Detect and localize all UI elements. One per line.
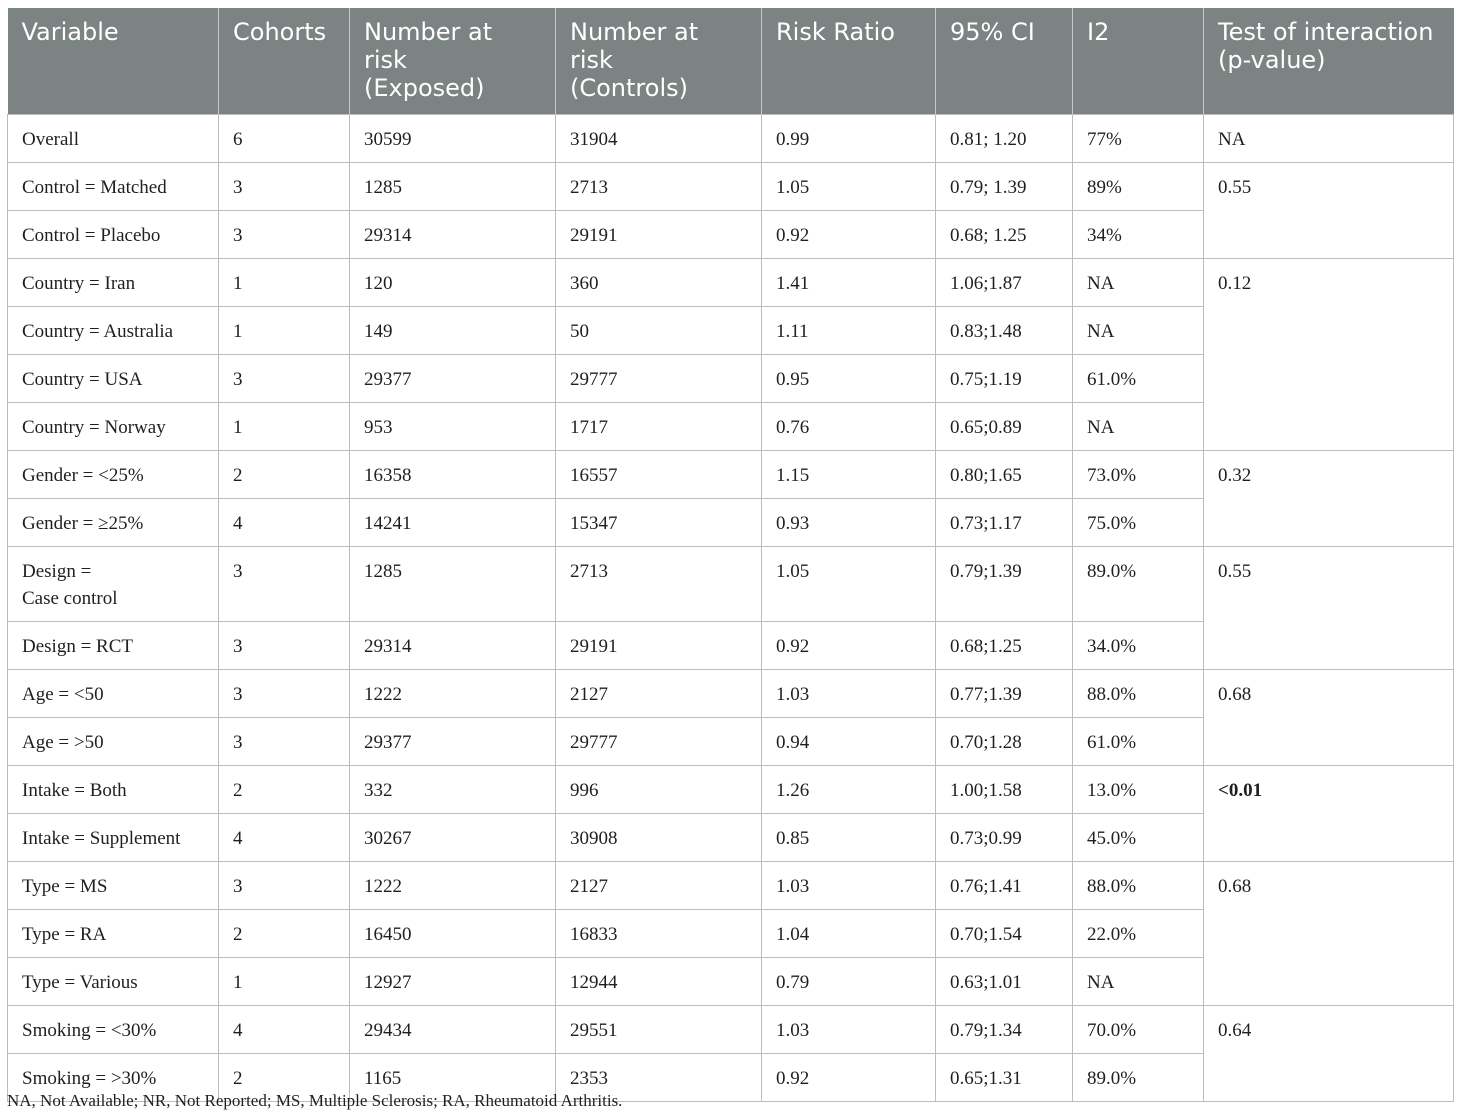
risk-ratio-cell: 1.15 xyxy=(762,451,936,499)
variable-cell: Country = USA xyxy=(8,355,219,403)
interaction-pvalue-cell: 0.68 xyxy=(1204,862,1454,1006)
ci-cell: 0.65;1.31 xyxy=(936,1054,1073,1102)
controls-cell: 2713 xyxy=(556,547,762,622)
cohorts-cell: 3 xyxy=(219,670,350,718)
variable-cell: Intake = Both xyxy=(8,766,219,814)
variable-cell: Smoking = <30% xyxy=(8,1006,219,1054)
column-header-cohorts: Cohorts xyxy=(219,8,350,115)
variable-cell: Gender = ≥25% xyxy=(8,499,219,547)
i2-cell: 61.0% xyxy=(1073,718,1204,766)
exposed-cell: 29377 xyxy=(350,355,556,403)
ci-cell: 0.63;1.01 xyxy=(936,958,1073,1006)
cohorts-cell: 3 xyxy=(219,163,350,211)
interaction-pvalue-cell: 0.55 xyxy=(1204,163,1454,259)
i2-cell: NA xyxy=(1073,307,1204,355)
interaction-pvalue-cell: <0.01 xyxy=(1204,766,1454,862)
exposed-cell: 1222 xyxy=(350,862,556,910)
interaction-pvalue-cell: 0.68 xyxy=(1204,670,1454,766)
i2-cell: 89% xyxy=(1073,163,1204,211)
cohorts-cell: 4 xyxy=(219,1006,350,1054)
ci-cell: 0.73;0.99 xyxy=(936,814,1073,862)
variable-cell: Type = Various xyxy=(8,958,219,1006)
table-row xyxy=(8,1006,1454,1054)
ci-cell: 0.70;1.54 xyxy=(936,910,1073,958)
variable-cell: Country = Norway xyxy=(8,403,219,451)
exposed-cell: 16450 xyxy=(350,910,556,958)
cohorts-cell: 1 xyxy=(219,403,350,451)
exposed-cell: 30599 xyxy=(350,115,556,163)
i2-cell: 34% xyxy=(1073,211,1204,259)
cohorts-cell: 4 xyxy=(219,814,350,862)
risk-ratio-cell: 0.79 xyxy=(762,958,936,1006)
exposed-cell: 30267 xyxy=(350,814,556,862)
i2-cell: 77% xyxy=(1073,115,1204,163)
column-header-exposed-at-risk: Number at risk (Exposed) xyxy=(350,8,556,115)
controls-cell: 29191 xyxy=(556,211,762,259)
risk-ratio-cell: 0.92 xyxy=(762,1054,936,1102)
variable-cell: Country = Iran xyxy=(8,259,219,307)
risk-ratio-cell: 1.05 xyxy=(762,547,936,622)
controls-cell: 2127 xyxy=(556,670,762,718)
controls-cell: 15347 xyxy=(556,499,762,547)
ci-cell: 0.80;1.65 xyxy=(936,451,1073,499)
ci-cell: 0.83;1.48 xyxy=(936,307,1073,355)
i2-cell: 61.0% xyxy=(1073,355,1204,403)
ci-cell: 0.68;1.25 xyxy=(936,622,1073,670)
risk-ratio-cell: 0.85 xyxy=(762,814,936,862)
exposed-cell: 1222 xyxy=(350,670,556,718)
variable-cell: Country = Australia xyxy=(8,307,219,355)
controls-cell: 30908 xyxy=(556,814,762,862)
exposed-cell: 16358 xyxy=(350,451,556,499)
cohorts-cell: 1 xyxy=(219,259,350,307)
exposed-cell: 29314 xyxy=(350,211,556,259)
column-header-ci-95: 95% CI xyxy=(936,8,1073,115)
table-row xyxy=(8,163,1454,211)
controls-cell: 16557 xyxy=(556,451,762,499)
i2-cell: 75.0% xyxy=(1073,499,1204,547)
exposed-cell: 29434 xyxy=(350,1006,556,1054)
variable-cell: Age = <50 xyxy=(8,670,219,718)
cohorts-cell: 1 xyxy=(219,307,350,355)
controls-cell: 50 xyxy=(556,307,762,355)
ci-cell: 0.77;1.39 xyxy=(936,670,1073,718)
column-header-controls-at-risk: Number at risk (Controls) xyxy=(556,8,762,115)
i2-cell: 88.0% xyxy=(1073,670,1204,718)
ci-cell: 0.81; 1.20 xyxy=(936,115,1073,163)
ci-cell: 1.06;1.87 xyxy=(936,259,1073,307)
exposed-cell: 14241 xyxy=(350,499,556,547)
controls-cell: 996 xyxy=(556,766,762,814)
i2-cell: 73.0% xyxy=(1073,451,1204,499)
cohorts-cell: 6 xyxy=(219,115,350,163)
variable-cell: Type = MS xyxy=(8,862,219,910)
controls-cell: 29191 xyxy=(556,622,762,670)
risk-ratio-cell: 1.05 xyxy=(762,163,936,211)
controls-cell: 360 xyxy=(556,259,762,307)
interaction-pvalue-cell: 0.32 xyxy=(1204,451,1454,547)
ci-cell: 0.68; 1.25 xyxy=(936,211,1073,259)
variable-cell: Control = Placebo xyxy=(8,211,219,259)
table-row xyxy=(8,451,1454,499)
cohorts-cell: 2 xyxy=(219,451,350,499)
table-row xyxy=(8,547,1454,622)
exposed-cell: 120 xyxy=(350,259,556,307)
risk-ratio-cell: 0.93 xyxy=(762,499,936,547)
table-header xyxy=(8,8,1454,115)
cohorts-cell: 1 xyxy=(219,958,350,1006)
header-row xyxy=(8,8,1454,115)
table-row xyxy=(8,670,1454,718)
table-row xyxy=(8,115,1454,163)
interaction-pvalue-cell: 0.64 xyxy=(1204,1006,1454,1102)
column-header-interaction-pvalue: Test of interaction (p-value) xyxy=(1204,8,1454,115)
cohorts-cell: 3 xyxy=(219,718,350,766)
i2-cell: 89.0% xyxy=(1073,1054,1204,1102)
interaction-pvalue-cell: 0.12 xyxy=(1204,259,1454,451)
risk-ratio-cell: 0.94 xyxy=(762,718,936,766)
controls-cell: 2353 xyxy=(556,1054,762,1102)
controls-cell: 2127 xyxy=(556,862,762,910)
controls-cell: 31904 xyxy=(556,115,762,163)
cohorts-cell: 3 xyxy=(219,355,350,403)
cohorts-cell: 3 xyxy=(219,547,350,622)
cohorts-cell: 3 xyxy=(219,622,350,670)
i2-cell: 89.0% xyxy=(1073,547,1204,622)
ci-cell: 0.79;1.39 xyxy=(936,547,1073,622)
table-body xyxy=(8,115,1454,1102)
exposed-cell: 12927 xyxy=(350,958,556,1006)
variable-cell: Design = Case control xyxy=(8,547,219,622)
risk-ratio-cell: 1.04 xyxy=(762,910,936,958)
variable-cell: Type = RA xyxy=(8,910,219,958)
ci-cell: 1.00;1.58 xyxy=(936,766,1073,814)
risk-ratio-cell: 0.92 xyxy=(762,622,936,670)
i2-cell: 70.0% xyxy=(1073,1006,1204,1054)
exposed-cell: 1165 xyxy=(350,1054,556,1102)
variable-cell: Design = RCT xyxy=(8,622,219,670)
table-row xyxy=(8,259,1454,307)
results-table-container xyxy=(7,8,1453,1102)
ci-cell: 0.65;0.89 xyxy=(936,403,1073,451)
variable-cell: Intake = Supplement xyxy=(8,814,219,862)
risk-ratio-cell: 0.99 xyxy=(762,115,936,163)
risk-ratio-cell: 0.76 xyxy=(762,403,936,451)
column-header-risk-ratio: Risk Ratio xyxy=(762,8,936,115)
subgroup-results-table xyxy=(7,8,1454,1102)
risk-ratio-cell: 1.03 xyxy=(762,1006,936,1054)
cohorts-cell: 3 xyxy=(219,862,350,910)
risk-ratio-cell: 1.03 xyxy=(762,862,936,910)
ci-cell: 0.70;1.28 xyxy=(936,718,1073,766)
exposed-cell: 29314 xyxy=(350,622,556,670)
interaction-pvalue-cell: NA xyxy=(1204,115,1454,163)
variable-cell: Gender = <25% xyxy=(8,451,219,499)
i2-cell: NA xyxy=(1073,958,1204,1006)
i2-cell: 13.0% xyxy=(1073,766,1204,814)
controls-cell: 16833 xyxy=(556,910,762,958)
risk-ratio-cell: 1.11 xyxy=(762,307,936,355)
cohorts-cell: 2 xyxy=(219,766,350,814)
interaction-pvalue-cell: 0.55 xyxy=(1204,547,1454,670)
exposed-cell: 1285 xyxy=(350,547,556,622)
risk-ratio-cell: 0.92 xyxy=(762,211,936,259)
exposed-cell: 149 xyxy=(350,307,556,355)
controls-cell: 29777 xyxy=(556,718,762,766)
i2-cell: NA xyxy=(1073,403,1204,451)
cohorts-cell: 2 xyxy=(219,1054,350,1102)
exposed-cell: 953 xyxy=(350,403,556,451)
table-row xyxy=(8,766,1454,814)
table-footnote: NA, Not Available; NR, Not Reported; MS, Multiple Sclerosis; RA, Rheumatoid Arthritis. xyxy=(7,1091,623,1110)
variable-cell: Overall xyxy=(8,115,219,163)
ci-cell: 0.79; 1.39 xyxy=(936,163,1073,211)
ci-cell: 0.75;1.19 xyxy=(936,355,1073,403)
controls-cell: 12944 xyxy=(556,958,762,1006)
variable-cell: Smoking = >30% xyxy=(8,1054,219,1102)
variable-cell: Control = Matched xyxy=(8,163,219,211)
i2-cell: 88.0% xyxy=(1073,862,1204,910)
controls-cell: 29551 xyxy=(556,1006,762,1054)
variable-cell: Age = >50 xyxy=(8,718,219,766)
ci-cell: 0.79;1.34 xyxy=(936,1006,1073,1054)
controls-cell: 2713 xyxy=(556,163,762,211)
i2-cell: 22.0% xyxy=(1073,910,1204,958)
cohorts-cell: 3 xyxy=(219,211,350,259)
controls-cell: 29777 xyxy=(556,355,762,403)
exposed-cell: 29377 xyxy=(350,718,556,766)
cohorts-cell: 2 xyxy=(219,910,350,958)
table-row xyxy=(8,862,1454,910)
controls-cell: 1717 xyxy=(556,403,762,451)
cohorts-cell: 4 xyxy=(219,499,350,547)
column-header-i2: I2 xyxy=(1073,8,1204,115)
ci-cell: 0.73;1.17 xyxy=(936,499,1073,547)
exposed-cell: 332 xyxy=(350,766,556,814)
column-header-variable: Variable xyxy=(8,8,219,115)
risk-ratio-cell: 1.03 xyxy=(762,670,936,718)
exposed-cell: 1285 xyxy=(350,163,556,211)
i2-cell: 45.0% xyxy=(1073,814,1204,862)
risk-ratio-cell: 0.95 xyxy=(762,355,936,403)
risk-ratio-cell: 1.41 xyxy=(762,259,936,307)
i2-cell: NA xyxy=(1073,259,1204,307)
ci-cell: 0.76;1.41 xyxy=(936,862,1073,910)
i2-cell: 34.0% xyxy=(1073,622,1204,670)
risk-ratio-cell: 1.26 xyxy=(762,766,936,814)
